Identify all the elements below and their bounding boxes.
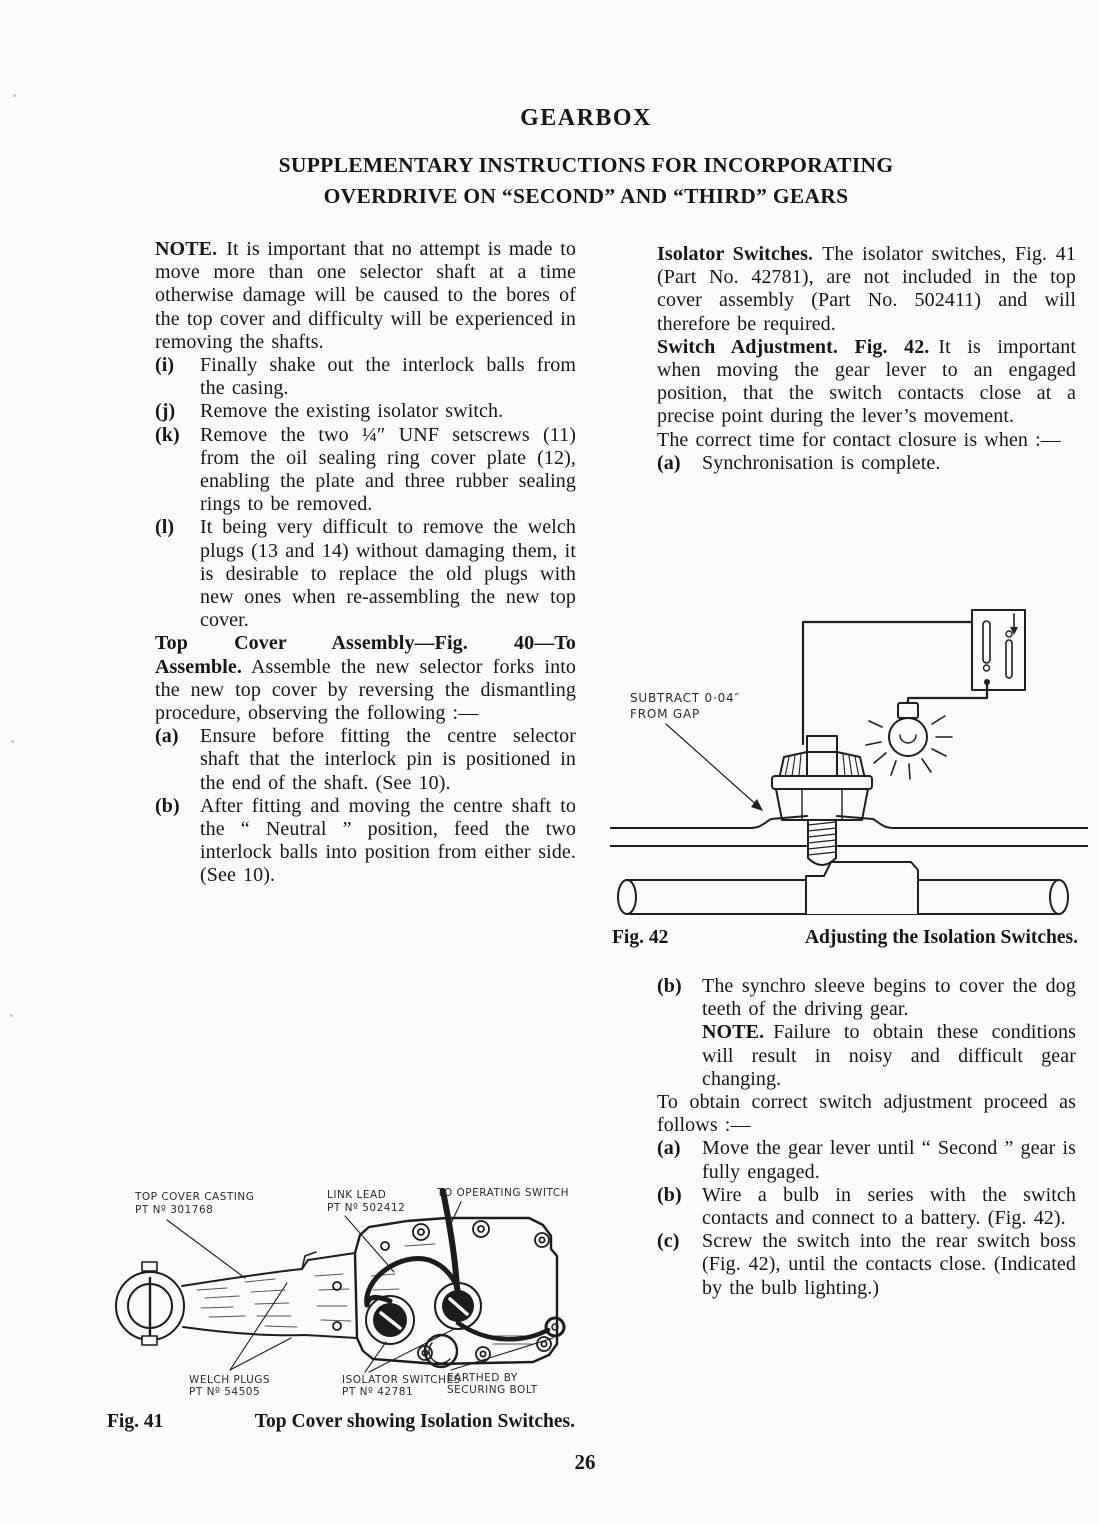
item-text: Synchronisation is complete. bbox=[702, 451, 941, 474]
adjustment-paragraph bbox=[657, 336, 1076, 429]
scan-speck bbox=[10, 1014, 13, 1017]
after-item-b bbox=[657, 975, 1076, 1021]
figure-41 bbox=[105, 1186, 585, 1433]
fig41-caption bbox=[105, 1411, 585, 1433]
list-item-i bbox=[155, 354, 576, 400]
isolator-text: The isolator switches, Fig. 41 (Part No. 42781), are not included in the top cover assembly (Part No. 502411) and will therefore be required. bbox=[657, 243, 1076, 335]
item-marker: (l) bbox=[155, 516, 175, 539]
item-marker: (a) bbox=[657, 451, 681, 474]
page-number: 26 bbox=[574, 1450, 596, 1474]
right-note-lead: NOTE. bbox=[702, 1021, 765, 1044]
left-column bbox=[155, 238, 576, 888]
item-text: Ensure before fitting the centre selector shaft that the interlock pin is positioned in the end of the shaft. (See 10). bbox=[200, 725, 576, 794]
fig41-caption-label: Fig. 41 bbox=[107, 1411, 164, 1432]
proceed-item-b bbox=[657, 1184, 1076, 1230]
test-lamp-wiring bbox=[803, 622, 987, 744]
item-marker: (j) bbox=[155, 400, 176, 423]
battery-symbol bbox=[972, 610, 1025, 690]
fig42-drawing bbox=[610, 596, 1088, 918]
bell-housing-end bbox=[116, 1262, 184, 1345]
note-lead: NOTE. bbox=[155, 238, 218, 260]
item-marker: (c) bbox=[657, 1230, 680, 1253]
fig41-label-welch-plugs-line2: PT Nº 54505 bbox=[189, 1386, 261, 1398]
note-text: It is important that no attempt is made to move more than one selector shaft at a time otherwise damage will be caused to the bores of the top cover and difficulty will be experienced in removing the shafts. bbox=[155, 238, 576, 353]
fig42-caption-label: Fig. 42 bbox=[612, 927, 669, 948]
proceed-item-a bbox=[657, 1137, 1076, 1183]
fig41-label-link-lead-line2: PT Nº 502412 bbox=[327, 1202, 406, 1214]
fig42-label-subtract-line2: FROM GAP bbox=[630, 707, 700, 721]
list-item-l bbox=[155, 516, 576, 632]
list-item-b bbox=[155, 795, 576, 888]
item-marker: (a) bbox=[657, 1137, 681, 1160]
list-item-k bbox=[155, 424, 576, 517]
fig41-label-top-cover-line1: TOP COVER CASTING bbox=[135, 1191, 255, 1203]
fig41-label-isolator-line2: PT Nº 42781 bbox=[342, 1386, 414, 1398]
fig41-label-top-cover-line2: PT Nº 301768 bbox=[135, 1204, 214, 1216]
fig42-label-subtract-line1: SUBTRACT 0·04″ bbox=[630, 691, 740, 705]
proceed-item-c bbox=[657, 1230, 1076, 1300]
subtract-gap-leader bbox=[666, 724, 763, 811]
item-text: Finally shake out the interlock balls from the casing. bbox=[200, 354, 576, 400]
assembly-text: Assemble the new selector forks into the new top cover by reversing the dismantling procedure, observing the following :— bbox=[155, 655, 576, 725]
scan-speck bbox=[11, 740, 14, 743]
page-subtitle-line1: SUPPLEMENTARY INSTRUCTIONS FOR INCORPORATING bbox=[278, 153, 894, 177]
fig42-caption bbox=[610, 927, 1088, 949]
fig41-label-earthed-line2: SECURING BOLT bbox=[447, 1384, 538, 1396]
item-text: The synchro sleeve begins to cover the dog teeth of the driving gear. bbox=[702, 975, 1076, 1021]
item-text: Move the gear lever until “ Second ” gear is fully engaged. bbox=[702, 1137, 1076, 1183]
item-text: Remove the existing isolator switch. bbox=[200, 400, 504, 423]
item-marker: (a) bbox=[155, 725, 179, 748]
page-header bbox=[107, 105, 1065, 212]
item-text: It being very difficult to remove the welch plugs (13 and 14) without damaging them, it is desirable to replace the old plugs with new ones when re-assembling the new top cover. bbox=[200, 516, 576, 632]
item-text: After fitting and moving the centre shaft to the “ Neutral ” position, feed the two interlock balls into position from either side. (See 10). bbox=[200, 794, 576, 887]
fig41-caption-text: Top Cover showing Isolation Switches. bbox=[254, 1411, 575, 1432]
fig41-label-operating-switch: TO OPERATING SWITCH bbox=[437, 1187, 569, 1199]
item-marker: (i) bbox=[155, 354, 175, 377]
closure-intro: The correct time for contact closure is when :— bbox=[657, 428, 1061, 451]
fig42-caption-text: Adjusting the Isolation Switches. bbox=[804, 927, 1078, 948]
figure-42 bbox=[610, 596, 1088, 949]
item-marker: (b) bbox=[657, 975, 682, 997]
item-text: Remove the two ¼″ UNF setscrews (11) from the oil sealing ring cover plate (12), enabling the plate and three rubber sealing rings to be removed. bbox=[200, 423, 576, 516]
proceed-intro: To obtain correct switch adjustment proceed as follows :— bbox=[657, 1091, 1076, 1137]
fig41-label-link-lead-line1: LINK LEAD bbox=[327, 1189, 387, 1201]
adjustment-lead: Switch Adjustment. Fig. 42. bbox=[657, 335, 930, 358]
right-note-paragraph bbox=[702, 1021, 1076, 1091]
isolator-lead: Isolator Switches. bbox=[657, 243, 814, 265]
item-marker: (k) bbox=[155, 423, 180, 446]
right-column-bottom bbox=[657, 975, 1076, 1300]
right-note-text: Failure to obtain these conditions will result in noisy and difficult gear changing. bbox=[702, 1021, 1076, 1090]
fig41-drawing bbox=[105, 1186, 585, 1400]
right-column-top bbox=[657, 243, 1076, 475]
page-title: GEARBOX bbox=[520, 105, 652, 131]
item-marker: (b) bbox=[657, 1183, 682, 1206]
isolator-paragraph bbox=[657, 243, 1076, 336]
list-item-j bbox=[155, 400, 576, 423]
fig41-label-welch-plugs-line1: WELCH PLUGS bbox=[189, 1374, 271, 1386]
fig41-label-earthed-line1: EARTHED BY bbox=[447, 1372, 518, 1384]
item-marker: (b) bbox=[155, 794, 180, 817]
scan-speck bbox=[13, 94, 16, 97]
adjustment-text: It is important when moving the gear lever to an engaged position, that the switch contacts close at a precise point during the lever’s movement. bbox=[657, 335, 1076, 428]
closure-item-a bbox=[657, 452, 1076, 475]
assembly-lead: Top Cover Assembly—Fig. 40—To Assemble. bbox=[155, 632, 576, 678]
assembly-paragraph bbox=[155, 632, 576, 725]
item-text: Screw the switch into the rear switch boss (Fig. 42), until the contacts close. (Indicated by the bulb lighting.) bbox=[702, 1230, 1076, 1299]
note-paragraph bbox=[155, 238, 576, 354]
cover-arm bbox=[182, 1252, 357, 1338]
fig41-label-isolator-line1: ISOLATOR SWITCHES bbox=[342, 1374, 461, 1386]
page-subtitle-line2: OVERDRIVE ON “SECOND” AND “THIRD” GEARS bbox=[323, 184, 849, 208]
bulb-symbol bbox=[866, 703, 952, 779]
item-text: Wire a bulb in series with the switch contacts and connect to a battery. (Fig. 42). bbox=[702, 1183, 1076, 1230]
selector-shaft bbox=[618, 862, 1068, 914]
list-item-a bbox=[155, 725, 576, 795]
